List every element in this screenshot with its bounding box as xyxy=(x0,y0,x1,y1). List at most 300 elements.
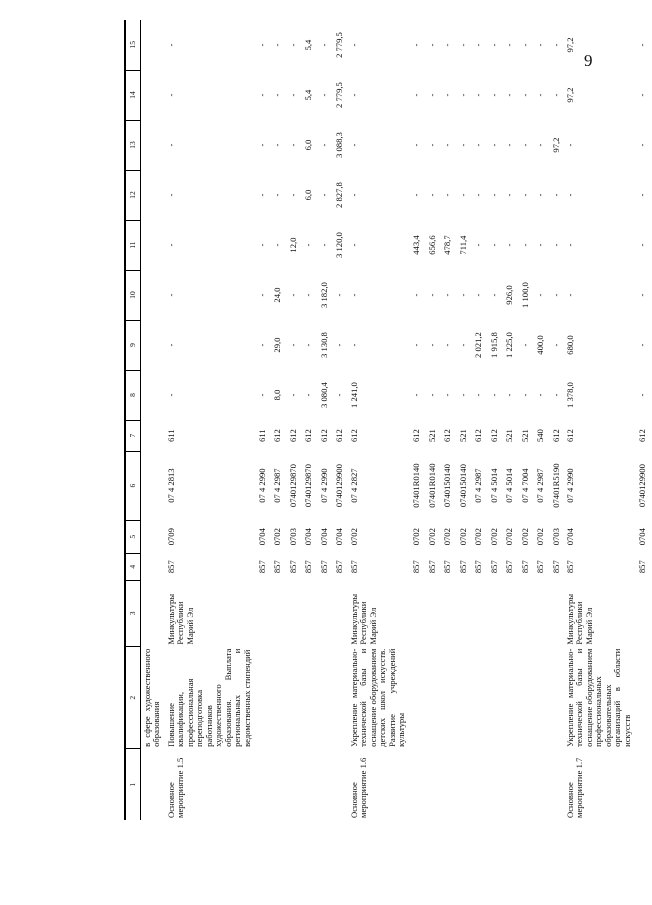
table-cell-col-2: в сфере художественного образования xyxy=(142,648,162,747)
table-row xyxy=(565,20,636,820)
table-cell-col-1 xyxy=(410,749,425,820)
table-cell-col-8: 8,0 xyxy=(272,389,283,401)
table-cell-col-14: - xyxy=(287,93,298,97)
table-cell-col-10: - xyxy=(488,293,499,297)
table-cell-col-11: 12,0 xyxy=(287,237,298,253)
table-cell-col-14: 5,4 xyxy=(303,89,314,101)
table-row xyxy=(457,20,472,820)
table-cell-col-3 xyxy=(550,580,565,647)
table-cell-col-15: - xyxy=(550,43,561,47)
table-cell-col-9: - xyxy=(411,343,422,347)
table-cell-col-13: - xyxy=(442,143,453,147)
table-header-row xyxy=(125,20,141,820)
table-cell-col-8: - xyxy=(426,393,437,397)
table-cell-col-9: - xyxy=(334,343,345,347)
table-cell-col-5: 0702 xyxy=(504,528,515,546)
table-cell-col-13: - xyxy=(488,143,499,147)
table-cell-col-5: 0704 xyxy=(318,528,329,546)
table-cell-col-4: 857 xyxy=(519,560,530,574)
table-cell-col-5: 0702 xyxy=(426,528,437,546)
table-cell-col-14: - xyxy=(442,93,453,97)
table-cell-col-14: - xyxy=(457,93,468,97)
table-cell-col-6: 07 4 2990 xyxy=(318,468,329,503)
table-cell-col-5: 0704 xyxy=(256,528,267,546)
table-cell-col-3: Минкультуры Республики Марий Эл xyxy=(165,593,195,645)
table-row xyxy=(166,20,256,820)
table-cell-col-5 xyxy=(141,520,166,553)
table-cell-col-14: 97,2 xyxy=(564,87,575,103)
table-cell-col-10: 24,0 xyxy=(272,287,283,303)
table-cell-col-14: - xyxy=(272,93,283,97)
column-header-6: 6 xyxy=(125,451,141,520)
table-cell-col-7: 612 xyxy=(287,429,298,443)
table-cell-col-1: Основное мероприятие 1.7 xyxy=(564,757,585,818)
table-cell-col-4: 857 xyxy=(457,560,468,574)
table-cell-col-4: 857 xyxy=(411,560,422,574)
table-cell-col-6: 07 4 2827 xyxy=(348,468,359,503)
table-cell-col-4: 857 xyxy=(256,560,267,574)
table-cell-col-2 xyxy=(318,647,333,749)
table-cell-col-4: 857 xyxy=(504,560,515,574)
table-cell-col-7: 521 xyxy=(457,429,468,443)
table-cell-col-14: - xyxy=(256,93,267,97)
table-cell-col-2 xyxy=(410,647,425,749)
table-cell-col-13: 3 088,3 xyxy=(334,132,345,158)
table-cell-col-13: - xyxy=(535,143,546,147)
table-cell-col-12: - xyxy=(411,193,422,197)
table-cell-col-15: 97,2 xyxy=(564,37,575,53)
table-cell-col-13: - xyxy=(318,143,329,147)
table-cell-col-10: 3 182,0 xyxy=(318,282,329,308)
table-cell-col-4: 857 xyxy=(535,560,546,574)
table-cell-col-10: 926,0 xyxy=(504,285,515,305)
table-cell-col-10: - xyxy=(535,293,546,297)
table-cell-col-3 xyxy=(256,580,271,647)
table-cell-col-7: 612 xyxy=(488,429,499,443)
table-cell-col-5: 0702 xyxy=(411,528,422,546)
table-cell-col-9: 2 021,2 xyxy=(473,332,484,358)
table-cell-col-1 xyxy=(503,749,518,820)
table-cell-col-6: 0740129870 xyxy=(303,464,314,508)
table-cell-col-7: 612 xyxy=(318,429,329,443)
table-cell-col-14 xyxy=(141,70,166,120)
table-cell-col-13: - xyxy=(287,143,298,147)
table-cell-col-2 xyxy=(333,647,348,749)
table-cell-col-3 xyxy=(271,580,286,647)
table-cell-col-7: 612 xyxy=(550,429,561,443)
table-cell-col-9: - xyxy=(165,343,176,347)
table-cell-col-5: 0702 xyxy=(457,528,468,546)
table-cell-col-4: 857 xyxy=(564,560,575,574)
table-cell-col-7: 612 xyxy=(348,429,359,443)
table-row xyxy=(636,20,651,820)
column-header-8: 8 xyxy=(125,370,141,420)
table-cell-col-14: - xyxy=(550,93,561,97)
table-cell-col-7: 612 xyxy=(334,429,345,443)
table-cell-col-11: - xyxy=(535,243,546,247)
table-cell-col-14: - xyxy=(504,93,515,97)
table-cell-col-6: 07 4 7004 xyxy=(519,468,530,503)
table-cell-col-10: - xyxy=(457,293,468,297)
table-cell-col-14: - xyxy=(165,93,176,97)
table-cell-col-1: Основное мероприятие 1.6 xyxy=(348,757,369,818)
table-cell-col-11: - xyxy=(348,243,359,247)
table-cell-col-4: 857 xyxy=(165,560,176,574)
table-cell-col-12: - xyxy=(272,193,283,197)
table-row xyxy=(318,20,333,820)
column-header-9: 9 xyxy=(125,320,141,370)
table-cell-col-13: - xyxy=(272,143,283,147)
table-cell-col-12: - xyxy=(550,193,561,197)
table-cell-col-2 xyxy=(488,647,503,749)
table-cell-col-1 xyxy=(256,749,271,820)
table-cell-col-6: 0740129900 xyxy=(637,464,648,508)
table-cell-col-15: - xyxy=(426,43,437,47)
table-cell-col-11: 711,4 xyxy=(457,235,468,255)
table-cell-col-4: 857 xyxy=(303,560,314,574)
table-cell-col-9: - xyxy=(303,343,314,347)
table-cell-col-1 xyxy=(333,749,348,820)
table-cell-col-15: - xyxy=(535,43,546,47)
table-cell-col-3 xyxy=(426,580,441,647)
table-cell-col-13: - xyxy=(165,143,176,147)
table-cell-col-7: 612 xyxy=(442,429,453,443)
table-cell-col-11: 3 120,0 xyxy=(334,232,345,258)
table-cell-col-3 xyxy=(503,580,518,647)
table-cell-col-15: - xyxy=(165,43,176,47)
table-cell-col-13: 97,2 xyxy=(550,137,561,153)
table-cell-col-7: 521 xyxy=(504,429,515,443)
column-header-12: 12 xyxy=(125,170,141,220)
table-cell-col-6: 07 4 5014 xyxy=(504,468,515,503)
table-cell-col-1 xyxy=(519,749,534,820)
table-cell-col-10: - xyxy=(564,293,575,297)
table-cell-col-11: - xyxy=(256,243,267,247)
table-cell-col-8: - xyxy=(504,393,515,397)
table-cell-col-9: - xyxy=(550,343,561,347)
table-cell-col-7: 612 xyxy=(564,429,575,443)
table-cell-col-3 xyxy=(441,580,456,647)
table-cell-col-11: 478,7 xyxy=(442,235,453,255)
table-cell-col-13: 6,0 xyxy=(303,139,314,151)
table-cell-col-7: 611 xyxy=(165,429,176,442)
table-cell-col-8 xyxy=(141,370,166,420)
table-cell-col-9: - xyxy=(348,343,359,347)
table-cell-col-10: - xyxy=(287,293,298,297)
table-cell-col-3 xyxy=(141,580,166,647)
table-cell-col-12: - xyxy=(165,193,176,197)
table-cell-col-6: 07 4 5014 xyxy=(488,468,499,503)
table-cell-col-7: 521 xyxy=(426,429,437,443)
table-cell-col-8: - xyxy=(165,393,176,397)
table-cell-col-7: 611 xyxy=(256,429,267,442)
table-cell-col-10: - xyxy=(442,293,453,297)
table-cell-col-6: 0740150140 xyxy=(442,464,453,508)
table-cell-col-3 xyxy=(302,580,317,647)
table-cell-col-15: - xyxy=(442,43,453,47)
table-cell-col-5: 0704 xyxy=(334,528,345,546)
table-cell-col-3 xyxy=(488,580,503,647)
table-cell-col-4: 857 xyxy=(550,560,561,574)
table-cell-col-9: 400,0 xyxy=(535,335,546,355)
table-cell-col-3 xyxy=(410,580,425,647)
table-cell-col-5: 0703 xyxy=(287,528,298,546)
table-cell-col-12: - xyxy=(637,193,648,197)
table-cell-col-12: - xyxy=(426,193,437,197)
table-row xyxy=(141,20,166,820)
table-cell-col-10 xyxy=(141,270,166,320)
table-cell-col-15: - xyxy=(318,43,329,47)
table-cell-col-2 xyxy=(426,647,441,749)
table-cell-col-6: 07 4 2990 xyxy=(564,468,575,503)
table-cell-col-8: 3 080,4 xyxy=(318,382,329,408)
table-cell-col-9: 29,0 xyxy=(272,337,283,353)
table-cell-col-2 xyxy=(457,647,472,749)
table-cell-col-9: 1 225,0 xyxy=(504,332,515,358)
table-cell-col-3 xyxy=(333,580,348,647)
table-cell-col-1 xyxy=(271,749,286,820)
column-header-4: 4 xyxy=(125,553,141,580)
table-cell-col-9: - xyxy=(256,343,267,347)
table-cell-col-13: - xyxy=(504,143,515,147)
table-cell-col-13: - xyxy=(519,143,530,147)
table-cell-col-8: - xyxy=(334,393,345,397)
table-cell-col-7: 612 xyxy=(473,429,484,443)
table-cell-col-2 xyxy=(534,647,549,749)
table-cell-col-14: - xyxy=(488,93,499,97)
table-cell-col-4: 857 xyxy=(287,560,298,574)
table-row xyxy=(426,20,441,820)
table-cell-col-1 xyxy=(472,749,487,820)
table-cell-col-12: - xyxy=(318,193,329,197)
table-cell-col-12: - xyxy=(564,193,575,197)
table-cell-col-4: 857 xyxy=(272,560,283,574)
table-cell-col-7: 612 xyxy=(411,429,422,443)
table-cell-col-9: 1 915,8 xyxy=(488,332,499,358)
column-header-5: 5 xyxy=(125,520,141,553)
table-cell-col-7: 612 xyxy=(272,429,283,443)
table-cell-col-4: 857 xyxy=(488,560,499,574)
table-cell-col-12: - xyxy=(442,193,453,197)
table-cell-col-5: 0702 xyxy=(348,528,359,546)
page-number: 9 xyxy=(584,51,593,70)
table-cell-col-3 xyxy=(636,580,651,647)
column-header-7: 7 xyxy=(125,420,141,451)
table-cell-col-5: 0704 xyxy=(564,528,575,546)
table-cell-col-1 xyxy=(287,749,302,820)
table-cell-col-11: - xyxy=(564,243,575,247)
table-cell-col-2 xyxy=(287,647,302,749)
table-cell-col-7: 612 xyxy=(303,429,314,443)
table-cell-col-2 xyxy=(503,647,518,749)
table-cell-col-8: - xyxy=(256,393,267,397)
column-header-2: 2 xyxy=(125,647,141,749)
table-cell-col-6: 07401R0140 xyxy=(426,463,437,508)
table-cell-col-13: - xyxy=(637,143,648,147)
table-cell-col-11: - xyxy=(303,243,314,247)
table-cell-col-15: - xyxy=(519,43,530,47)
table-cell-col-6: 07 4 2987 xyxy=(473,468,484,503)
table-cell-col-2: Укрепление материально-технической базы и оснащение оборудованием профессиональных образовательных организаций в области искусств xyxy=(564,648,632,747)
table-cell-col-4: 857 xyxy=(334,560,345,574)
table-row xyxy=(271,20,286,820)
table-cell-col-14: - xyxy=(318,93,329,97)
table-cell-col-9: - xyxy=(519,343,530,347)
table-cell-col-2 xyxy=(256,647,271,749)
table-cell-col-5: 0709 xyxy=(165,528,176,546)
table-cell-col-8: - xyxy=(637,393,648,397)
table-cell-col-8: 1 378,0 xyxy=(564,382,575,408)
table-cell-col-4: 857 xyxy=(426,560,437,574)
table-cell-col-1 xyxy=(141,749,166,820)
table-cell-col-15: 5,4 xyxy=(303,39,314,51)
table-cell-col-15: - xyxy=(637,43,648,47)
table-cell-col-12: 2 827,8 xyxy=(334,182,345,208)
table-cell-col-10: - xyxy=(473,293,484,297)
table-cell-col-11: - xyxy=(504,243,515,247)
budget-table xyxy=(124,20,652,820)
table-cell-col-13: - xyxy=(426,143,437,147)
table-cell-col-13: - xyxy=(348,143,359,147)
table-cell-col-12: - xyxy=(473,193,484,197)
table-body xyxy=(141,20,652,820)
table-cell-col-8: - xyxy=(442,393,453,397)
table-cell-col-15 xyxy=(141,20,166,70)
table-cell-col-2: Укрепление материально-технической базы и оснащение оборудованием детских школ искусств. Развитие учреждений культуры xyxy=(348,648,406,747)
table-cell-col-4: 857 xyxy=(637,560,648,574)
table-cell-col-15: - xyxy=(488,43,499,47)
column-header-13: 13 xyxy=(125,120,141,170)
table-cell-col-4: 857 xyxy=(348,560,359,574)
table-cell-col-3: Минкультуры Республики Марий Эл xyxy=(348,593,378,645)
table-row xyxy=(349,20,411,820)
table-cell-col-5: 0702 xyxy=(488,528,499,546)
table-cell-col-11: - xyxy=(550,243,561,247)
table-cell-col-13: - xyxy=(457,143,468,147)
table-cell-col-8: 1 241,0 xyxy=(348,382,359,408)
table-cell-col-3 xyxy=(519,580,534,647)
table-cell-col-12: - xyxy=(457,193,468,197)
table-cell-col-6: 0740150140 xyxy=(457,464,468,508)
column-header-14: 14 xyxy=(125,70,141,120)
table-cell-col-10: - xyxy=(637,293,648,297)
table-cell-col-9: 680,0 xyxy=(564,335,575,355)
table-cell-col-15: - xyxy=(272,43,283,47)
table-cell-col-1 xyxy=(636,749,651,820)
table-cell-col-12: 6,0 xyxy=(303,189,314,201)
table-cell-col-8: - xyxy=(303,393,314,397)
table-cell-col-1 xyxy=(488,749,503,820)
table-cell-col-5: 0702 xyxy=(442,528,453,546)
table-cell-col-1 xyxy=(302,749,317,820)
rotated-table-container xyxy=(124,20,648,820)
table-row xyxy=(287,20,302,820)
table-cell-col-1 xyxy=(534,749,549,820)
table-cell-col-13: - xyxy=(564,143,575,147)
table-cell-col-15: - xyxy=(411,43,422,47)
table-cell-col-9 xyxy=(141,320,166,370)
table-cell-col-6: 0740129900 xyxy=(334,464,345,508)
table-cell-col-3 xyxy=(534,580,549,647)
table-cell-col-11: - xyxy=(519,243,530,247)
table-cell-col-8: - xyxy=(550,393,561,397)
table-cell-col-2 xyxy=(550,647,565,749)
table-row xyxy=(410,20,425,820)
table-cell-col-12: - xyxy=(256,193,267,197)
table-cell-col-9: - xyxy=(637,343,648,347)
table-cell-col-10: - xyxy=(426,293,437,297)
table-cell-col-8: - xyxy=(519,393,530,397)
table-cell-col-9: - xyxy=(457,343,468,347)
table-cell-col-11: 443,4 xyxy=(411,235,422,255)
table-cell-col-2 xyxy=(472,647,487,749)
table-cell-col-5: 0702 xyxy=(519,528,530,546)
table-cell-col-6: 07 4 2987 xyxy=(535,468,546,503)
table-cell-col-3 xyxy=(318,580,333,647)
table-cell-col-11: - xyxy=(473,243,484,247)
table-cell-col-12: - xyxy=(348,193,359,197)
table-cell-col-3 xyxy=(457,580,472,647)
table-row xyxy=(472,20,487,820)
table-cell-col-1 xyxy=(550,749,565,820)
table-cell-col-11: - xyxy=(318,243,329,247)
table-cell-col-9: - xyxy=(442,343,453,347)
table-cell-col-7: 521 xyxy=(519,429,530,443)
table-cell-col-10: - xyxy=(256,293,267,297)
table-cell-col-14: - xyxy=(535,93,546,97)
table-cell-col-8: - xyxy=(287,393,298,397)
table-row xyxy=(302,20,317,820)
table-cell-col-6: 07 4 2813 xyxy=(165,468,176,503)
table-cell-col-6: 07 4 2987 xyxy=(272,468,283,503)
table-cell-col-15: - xyxy=(473,43,484,47)
table-cell-col-5: 0704 xyxy=(303,528,314,546)
table-cell-col-11 xyxy=(141,220,166,270)
table-cell-col-2 xyxy=(519,647,534,749)
table-cell-col-6: 0740129870 xyxy=(287,464,298,508)
table-cell-col-13: - xyxy=(473,143,484,147)
table-cell-col-13 xyxy=(141,120,166,170)
table-cell-col-2 xyxy=(271,647,286,749)
table-cell-col-4: 857 xyxy=(442,560,453,574)
table-cell-col-7: 612 xyxy=(637,429,648,443)
table-cell-col-1 xyxy=(457,749,472,820)
table-row xyxy=(534,20,549,820)
table-cell-col-9: - xyxy=(426,343,437,347)
table-cell-col-11: - xyxy=(637,243,648,247)
table-cell-col-6: 07 4 2990 xyxy=(256,468,267,503)
table-cell-col-14: 2 779,5 xyxy=(334,82,345,108)
table-cell-col-10: - xyxy=(550,293,561,297)
table-cell-col-1 xyxy=(426,749,441,820)
table-cell-col-2: Повышение квалификации, профессиональная переподготовка работников художественного образования. Выплата региональных и ведомственных стипендий xyxy=(165,648,252,747)
table-cell-col-4: 857 xyxy=(473,560,484,574)
table-row xyxy=(441,20,456,820)
table-row xyxy=(333,20,348,820)
table-cell-col-15: - xyxy=(256,43,267,47)
table-row xyxy=(488,20,503,820)
table-cell-col-13: - xyxy=(411,143,422,147)
table-cell-col-12: - xyxy=(535,193,546,197)
table-cell-col-8: - xyxy=(535,393,546,397)
table-cell-col-8: - xyxy=(488,393,499,397)
table-cell-col-14: - xyxy=(637,93,648,97)
table-cell-col-4 xyxy=(141,553,166,580)
table-cell-col-8: - xyxy=(411,393,422,397)
table-cell-col-1 xyxy=(441,749,456,820)
table-cell-col-14: - xyxy=(519,93,530,97)
table-cell-col-8: - xyxy=(473,393,484,397)
